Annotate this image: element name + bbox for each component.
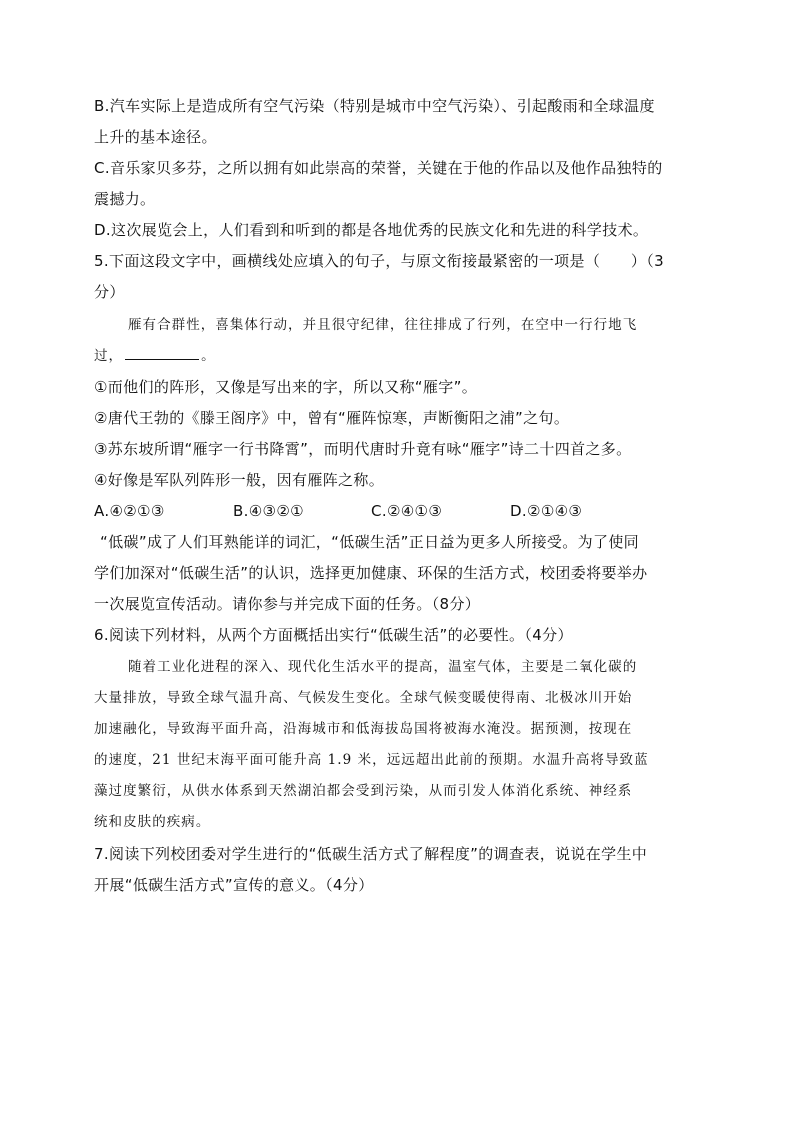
question-5-stem-line-2: 分） [94, 283, 125, 301]
fill-in-blank [125, 345, 199, 360]
option-b-line-2: 上升的基本途径。 [94, 128, 217, 146]
passage-line-2-prefix: 过， [94, 348, 124, 364]
material-line-2: 大量排放，导致全球气温升高、气候发生变化。全球气候变暖使得南、北极冰川开始 [94, 690, 633, 706]
question-5-passage-line-1: 雁有合群性，喜集体行动，并且很守纪律，往往排成了行列，在空中一行行地飞 [128, 317, 638, 333]
choice-a: A.④②①③ [94, 502, 165, 520]
question-5-stem-line-1: 5.下面这段文字中，画横线处应填入的句子，与原文衔接最紧密的一项是（ ）（3 [94, 252, 665, 270]
material-line-4: 的速度，21 世纪末海平面可能升高 1.9 米，远远超出此前的预期。水温升高将导致蓝 [94, 752, 649, 768]
passage-line-2-suffix: 。 [201, 348, 216, 364]
option-d-line-1: D.这次展览会上，人们看到和听到的都是各地优秀的民族文化和先进的科学技术。 [94, 221, 649, 239]
choice-b: B.④③②① [233, 502, 304, 520]
sentence-1: ①而他们的阵形，又像是写出来的字，所以又称“雁字”。 [94, 378, 478, 396]
question-5-passage-line-2 [94, 344, 216, 368]
question-5-choices [94, 499, 694, 523]
option-c-line-2: 震撼力。 [94, 190, 156, 208]
sentence-2: ②唐代王勃的《滕王阁序》中，曾有“雁阵惊寒，声断衡阳之浦”之句。 [94, 409, 570, 427]
option-b-line-1: B.汽车实际上是造成所有空气污染（特别是城市中空气污染）、引起酸雨和全球温度 [94, 97, 655, 115]
material-line-6: 统和皮肤的疾病。 [94, 814, 211, 830]
intro-line-1: “低碳”成了人们耳熟能详的词汇，“低碳生活”正日益为更多人所接受。为了使同 [100, 533, 640, 551]
sentence-3: ③苏东坡所谓“雁字一行书降霄”，而明代唐时升竟有咏“雁字”诗二十四首之多。 [94, 440, 632, 458]
material-line-5: 藻过度繁衍，从供水体系到天然湖泊都会受到污染，从而引发人体消化系统、神经系 [94, 783, 633, 799]
sentence-4: ④好像是军队列阵形一般，因有雁阵之称。 [94, 471, 385, 489]
intro-line-3: 一次展览宣传活动。请你参与并完成下面的任务。（8分） [94, 595, 481, 613]
question-7-line-2: 开展“低碳生活方式”宣传的意义。（4分） [94, 876, 374, 894]
material-line-1: 随着工业化进程的深入、现代化生活水平的提高，温室气体，主要是二氧化碳的 [128, 659, 638, 675]
question-6-stem: 6.阅读下列材料，从两个方面概括出实行“低碳生活”的必要性。（4分） [94, 626, 573, 644]
material-line-3: 加速融化，导致海平面升高，沿海城市和低海拔岛国将被海水淹没。据预测，按现在 [94, 721, 633, 737]
question-7-line-1: 7.阅读下列校团委对学生进行的“低碳生活方式了解程度”的调查表，说说在学生中 [94, 845, 648, 863]
intro-line-2: 学们加深对“低碳生活”的认识，选择更加健康、环保的生活方式，校团委将要举办 [94, 564, 648, 582]
choice-c: C.②④①③ [371, 502, 443, 520]
choice-d: D.②①④③ [510, 502, 583, 520]
option-c-line-1: C.音乐家贝多芬，之所以拥有如此崇高的荣誉，关键在于他的作品以及他作品独特的 [94, 159, 663, 177]
